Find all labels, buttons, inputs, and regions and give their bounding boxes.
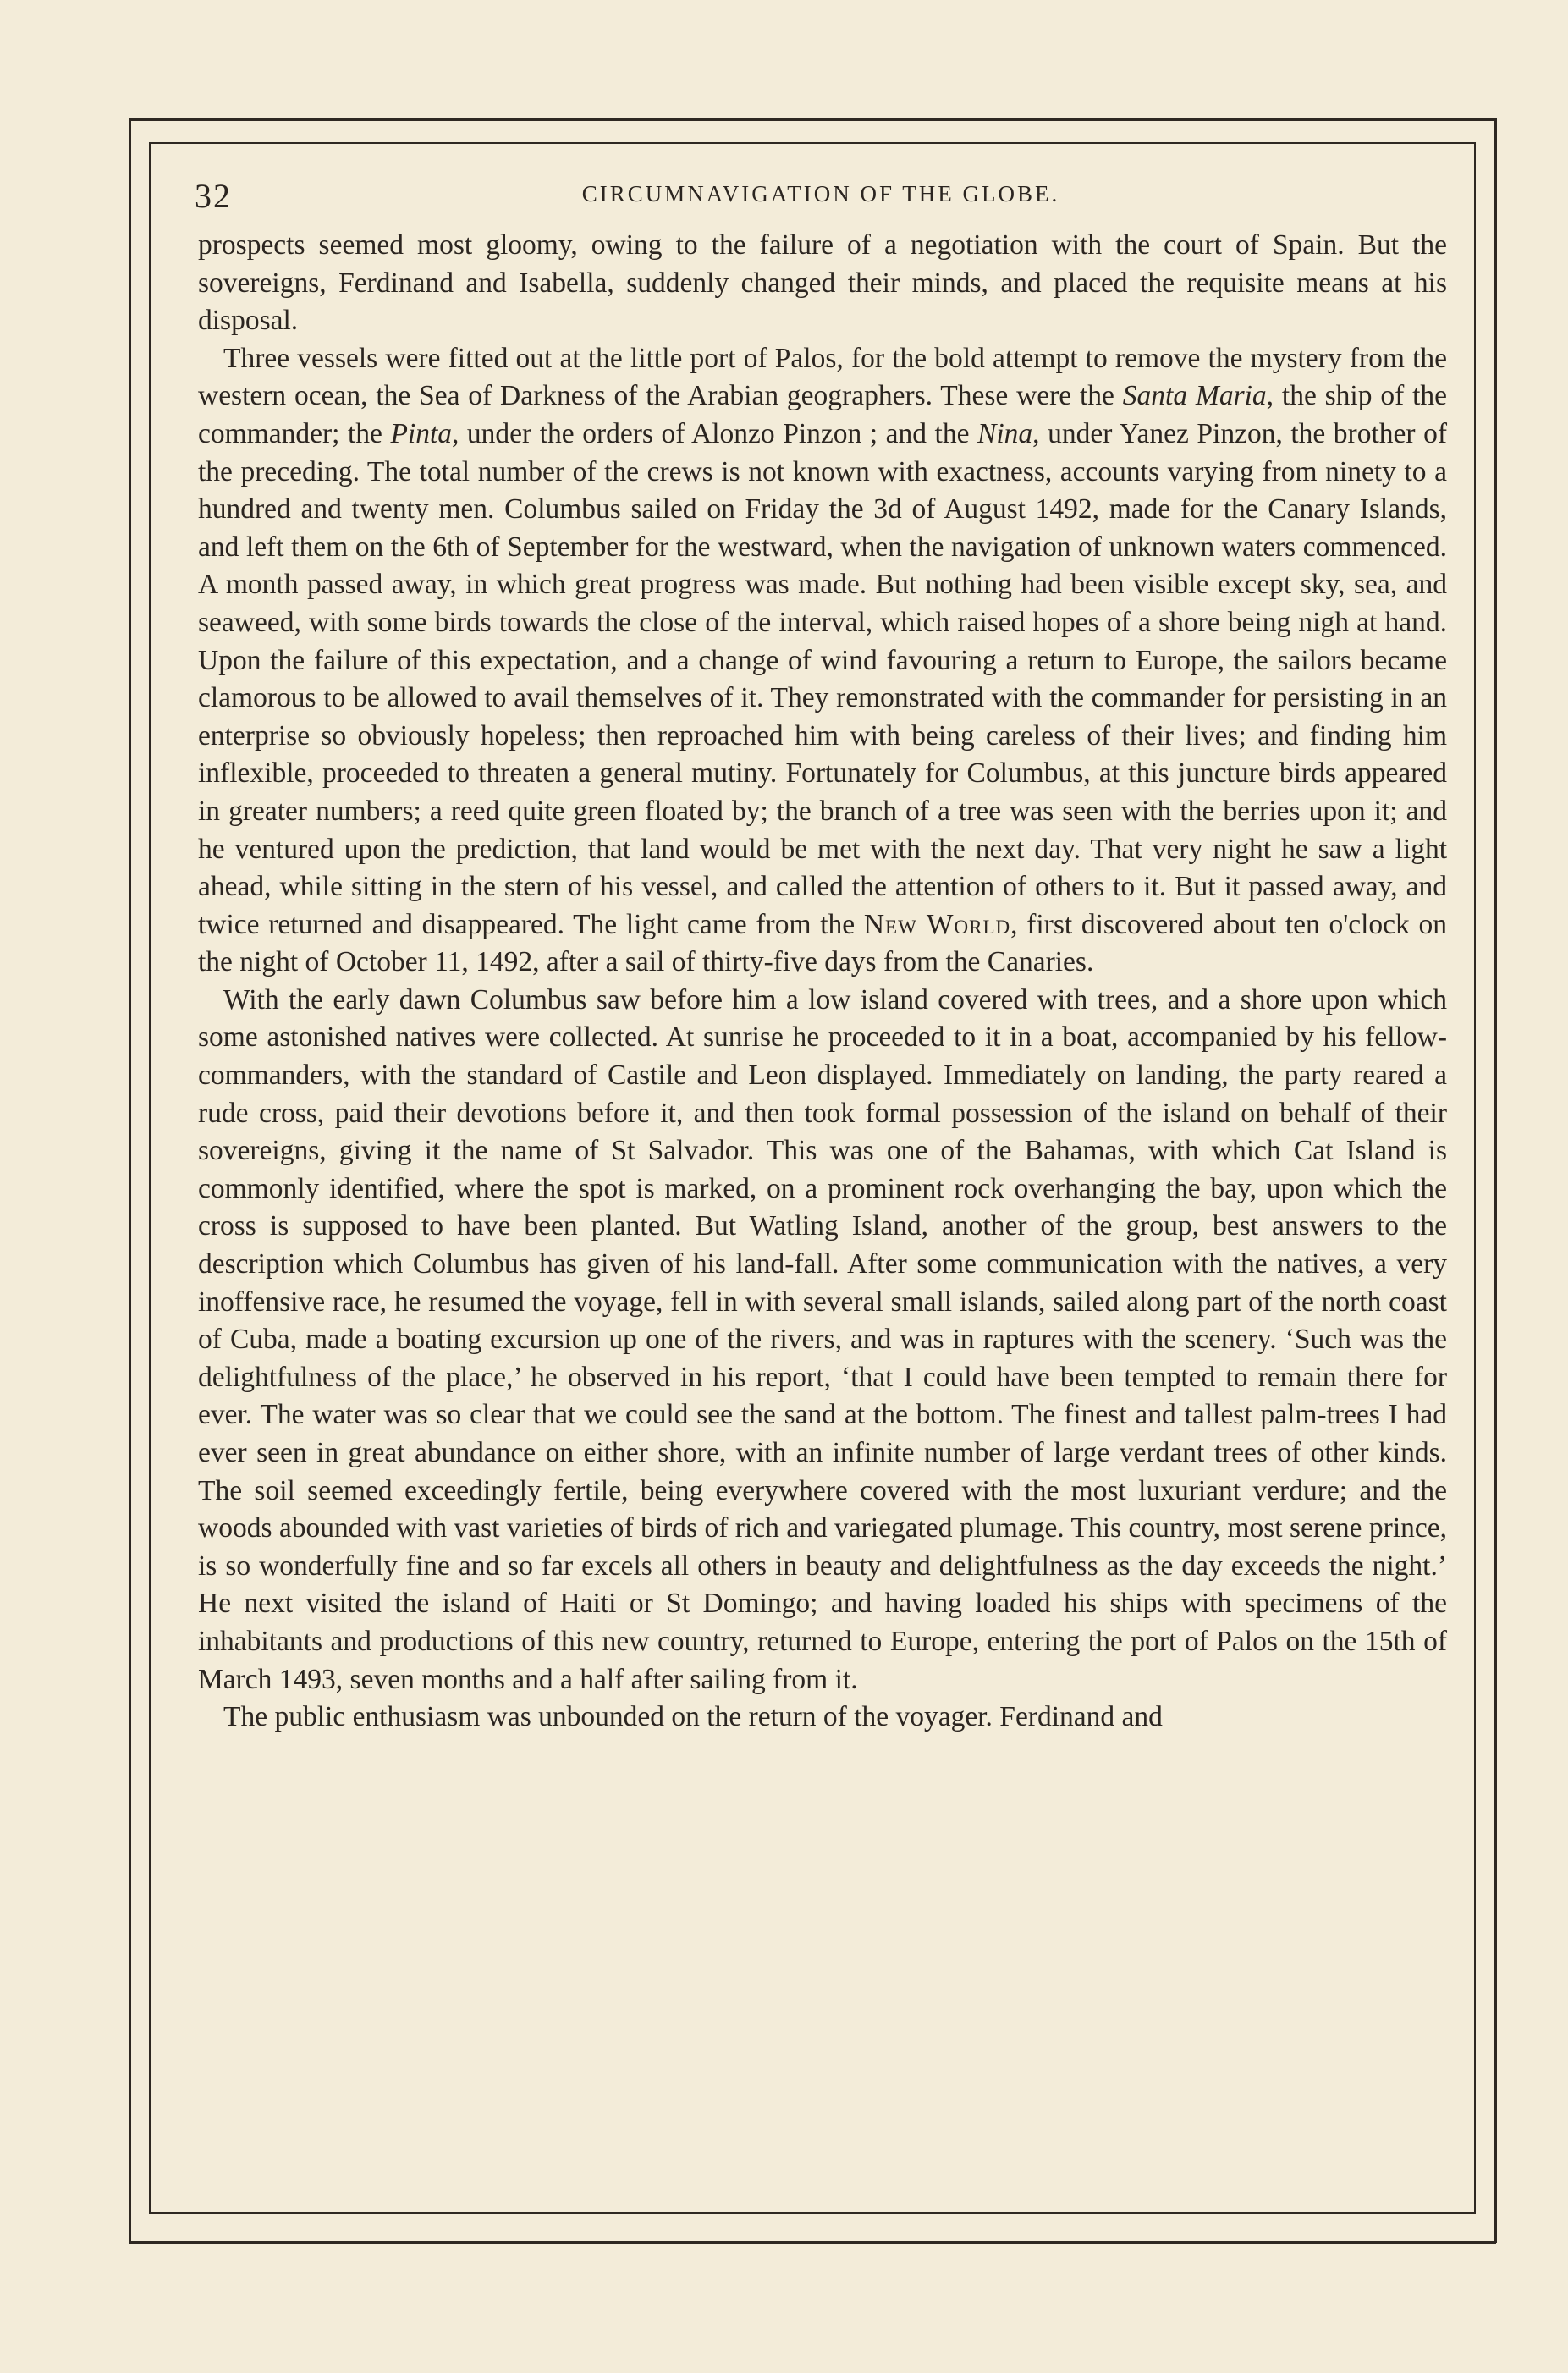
frame-rule-right-outer: [1494, 118, 1497, 2243]
frame-rule-top-inner: [149, 142, 1476, 144]
paragraph-2-part-a: Three vessels were fitted out at the little port of Palos, for the bold attempt to remove the mystery from the western ocean, the Sea of Darkness of the Arabian geographers. These were the: [198, 342, 1447, 412]
frame-rule-top-outer: [129, 118, 1496, 121]
ship-name-pinta: Pinta: [390, 417, 453, 449]
paragraph-2-part-b: , the ship of the commander; the: [198, 380, 1447, 449]
page-number: 32: [195, 177, 232, 215]
page-header: [195, 176, 1447, 218]
frame-rule-left-inner: [149, 142, 151, 2214]
paragraph-2: [198, 340, 1447, 982]
frame-rule-right-inner: [1474, 142, 1476, 2214]
ship-name-santa-maria: Santa Maria: [1122, 380, 1267, 412]
frame-rule-left-outer: [129, 118, 131, 2243]
paragraph-3: With the early dawn Columbus saw before him a low island covered with trees, and a shore upon which some astonished natives were collected. At sunrise he proceeded to it in a boat, accompanied by his fellow-commanders, with the standard of Castile and Leon displayed. Immediately on landing, the party reared a rude cross, paid their devotions before it, and then took formal possession of the island on behalf of their sovereigns, giving it the name of St Salvador. This was one of the Bahamas, with which Cat Island is commonly identified, where the spot is marked, on a prominent rock overhanging the bay, upon which the cross is supposed to have been planted. But Watling Island, another of the group, best answers to the description which Columbus has given of his land-fall. After some communication with the natives, a very inoffensive race, he resumed the voyage, fell in with several small islands, sailed along part of the north coast of Cuba, made a boating excursion up one of the rivers, and was in raptures with the scenery. ‘Such was the delightfulness of the place,’ he observed in his report, ‘that I could have been tempted to remain there for ever. The water was so clear that we could see the sand at the bottom. The finest and tallest palm-trees I had ever seen in great abundance on either shore, with an infinite number of large verdant trees of other kinds. The soil seemed exceedingly fertile, being everywhere covered with the most luxuriant verdure; and the woods abounded with vast varieties of birds of rich and variegated plumage. This country, most serene prince, is so wonderfully fine and so far excels all others in beauty and delightfulness as the day exceeds the night.’ He next visited the island of Haiti or St Domingo; and having loaded his ships with specimens of the inhabitants and productions of this new country, returned to Europe, entering the port of Palos on the 15th of March 1493, seven months and a half after sailing from it.: [198, 983, 1447, 1695]
frame-rule-bottom-outer: [129, 2241, 1496, 2244]
paragraph-2-part-d: , under Yanez Pinzon, the brother of the preceding. The total number of the crews is not known with exactness, accounts varying from ninety to a hundred and twenty men. Columbus sailed on Friday the 3d of August 1492, made for the Canary Islands, and left them on the 6th of September for the westward, when the navigation of unknown waters commenced. A month passed away, in which great progress was made. But nothing had been visible except sky, sea, and seaweed, with some birds towards the close of the interval, which raised hopes of a shore being nigh at hand. Upon the failure of this expectation, and a change of wind favouring a return to Europe, the sailors became clamorous to be allowed to avail themselves of it. They remonstrated with the commander for persisting in an enterprise so obviously hopeless; then reproached him with being careless of their lives; and finding him inflexible, proceeded to threaten a general mutiny. Fortunately for Columbus, at this juncture birds appeared in greater numbers; a reed quite green floated by; the branch of a tree was seen with the berries upon it; and he ventured upon the prediction, that land would be met with the next day. That very night he saw a light ahead, while sitting in the stern of his vessel, and called the attention of others to it. But it passed away, and twice returned and disappeared. The light came from the: [198, 417, 1447, 940]
frame-rule-bottom-inner: [149, 2212, 1476, 2214]
ship-name-nina: Nina: [977, 417, 1033, 449]
new-world-term: New World: [863, 908, 1011, 940]
running-head: CIRCUMNAVIGATION OF THE GLOBE.: [581, 181, 1060, 206]
paragraph-1: prospects seemed most gloomy, owing to the failure of a negotiation with the court of Spain. But the sovereigns, Ferdinand and Isabella, suddenly changed their minds, and placed the requisite means at his disposal.: [198, 229, 1447, 337]
paragraph-4: The public enthusiasm was unbounded on the return of the voyager. Ferdinand and: [223, 1701, 1163, 1733]
paragraph-2-part-e: , first discovered about ten o'clock on the night of October 11, 1492, after a sail of thirty-five days from the Canaries.: [198, 908, 1447, 978]
body-text: [198, 227, 1447, 1737]
paragraph-2-part-c: , under the orders of Alonzo Pinzon ; and the: [452, 417, 978, 449]
